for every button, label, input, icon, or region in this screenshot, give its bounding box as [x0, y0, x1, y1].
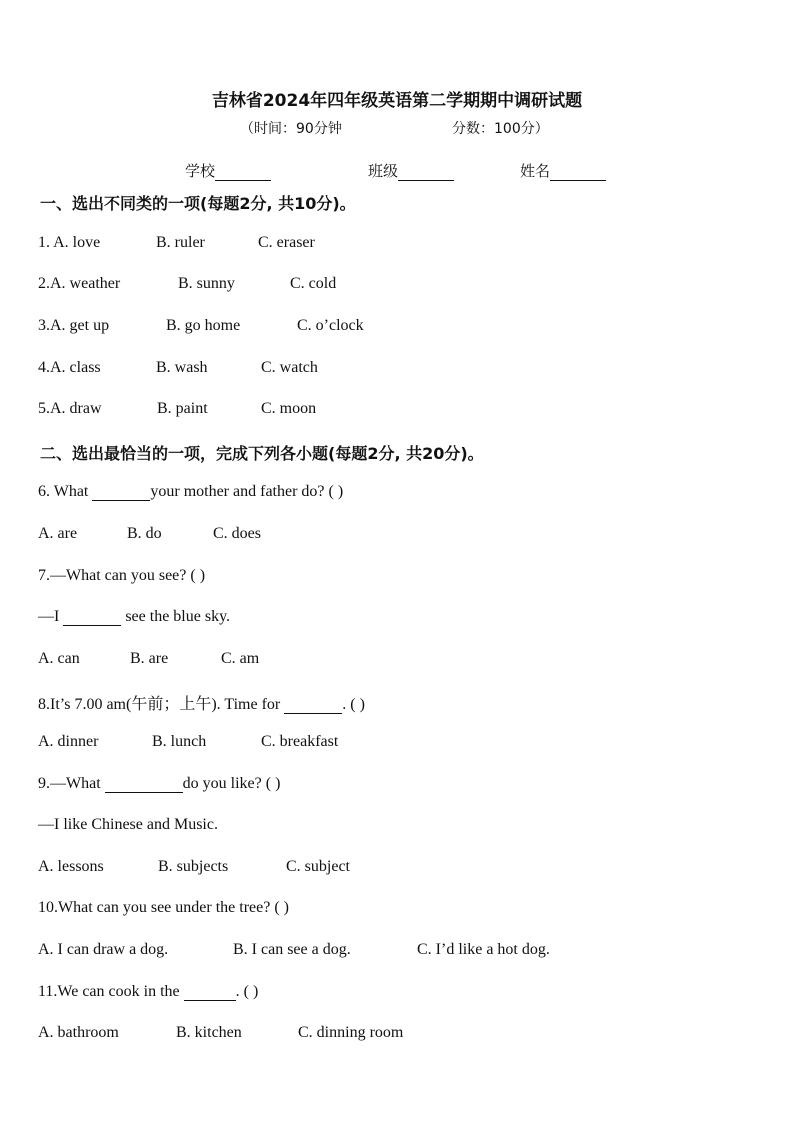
page-title: 吉林省2024年四年级英语第二学期期中调研试题: [211, 91, 583, 111]
q4-option-b: B. wash: [156, 359, 208, 376]
question-6: [38, 483, 343, 501]
section-1-heading: 一、选出不同类的一项(每题2分, 共10分)。: [40, 194, 356, 213]
q5-option-b: B. paint: [157, 400, 208, 417]
q9-blank[interactable]: [105, 792, 183, 793]
q2-option-b: B. sunny: [178, 275, 235, 292]
q8-option-b: B. lunch: [152, 733, 207, 750]
q9-option-c: C. subject: [286, 858, 350, 875]
q11-blank[interactable]: [184, 1000, 236, 1001]
q6-text-start: 6. What: [38, 483, 93, 500]
school-field: [185, 160, 271, 181]
q7-answer-line: [38, 608, 230, 626]
question-10: 10.What can you see under the tree? ( ): [38, 899, 289, 916]
q8-blank[interactable]: [284, 713, 342, 714]
q3-option-b: B. go home: [166, 317, 241, 334]
name-blank[interactable]: [550, 180, 606, 181]
class-label: 班级: [368, 162, 399, 180]
q11-option-b: B. kitchen: [176, 1024, 242, 1041]
exam-meta: [240, 118, 640, 138]
q7-option-a: A. can: [38, 650, 80, 667]
q8-option-a: A. dinner: [38, 733, 99, 750]
q6-option-c: C. does: [213, 525, 261, 542]
q9-option-b: B. subjects: [158, 858, 229, 875]
section-2-heading: 二、选出最恰当的一项，完成下列各小题(每题2分, 共20分)。: [40, 444, 484, 463]
q11-option-c: C. dinning room: [298, 1024, 404, 1041]
q9-option-a: A. lessons: [38, 858, 104, 875]
q7-text-start: —I: [38, 608, 64, 625]
q9-answer-line: —I like Chinese and Music.: [38, 816, 218, 833]
q1-option-b: B. ruler: [156, 234, 205, 251]
name-field: [520, 160, 606, 181]
q6-option-b: B. do: [127, 525, 162, 542]
q1-option-c: C. eraser: [258, 234, 315, 251]
time-limit: （时间：90分钟: [240, 121, 342, 137]
q11-option-a: A. bathroom: [38, 1024, 119, 1041]
school-blank[interactable]: [215, 180, 271, 181]
q1-option-a: 1. A. love: [38, 234, 101, 251]
total-score: 分数：100分）: [452, 121, 549, 137]
question-7: 7.—What can you see? ( ): [38, 567, 206, 584]
question-9: [38, 775, 280, 793]
school-label: 学校: [185, 162, 216, 180]
q6-option-a: A. are: [38, 525, 78, 542]
q6-text-end: your mother and father do? ( ): [150, 483, 344, 500]
q2-option-c: C. cold: [290, 275, 337, 292]
q10-option-a: A. I can draw a dog.: [38, 941, 169, 958]
question-8: [38, 691, 365, 714]
q11-text-end: . ( ): [235, 983, 259, 1000]
q8-text-start: 8.It’s 7.00 am(午前；上午). Time for: [38, 696, 285, 713]
q2-option-a: 2.A. weather: [38, 275, 121, 292]
q10-option-b: B. I can see a dog.: [233, 941, 351, 958]
class-field: [368, 160, 454, 181]
name-label: 姓名: [520, 162, 551, 180]
q3-option-c: C. o’clock: [297, 317, 364, 334]
q7-text-end: see the blue sky.: [121, 608, 231, 625]
q10-option-c: C. I’d like a hot dog.: [417, 941, 550, 958]
q3-option-a: 3.A. get up: [38, 317, 110, 334]
question-11: [38, 983, 258, 1001]
class-blank[interactable]: [398, 180, 454, 181]
q9-text-start: 9.—What: [38, 775, 105, 792]
q4-option-c: C. watch: [261, 359, 318, 376]
q7-blank[interactable]: [63, 625, 121, 626]
q6-blank[interactable]: [92, 500, 150, 501]
q5-option-a: 5.A. draw: [38, 400, 102, 417]
q5-option-c: C. moon: [261, 400, 317, 417]
q9-text-end: do you like? ( ): [182, 775, 281, 792]
q4-option-a: 4.A. class: [38, 359, 101, 376]
q11-text-start: 11.We can cook in the: [38, 983, 184, 1000]
q8-text-end: . ( ): [342, 696, 365, 713]
q7-option-c: C. am: [221, 650, 260, 667]
q8-option-c: C. breakfast: [261, 733, 339, 750]
q7-option-b: B. are: [130, 650, 169, 667]
